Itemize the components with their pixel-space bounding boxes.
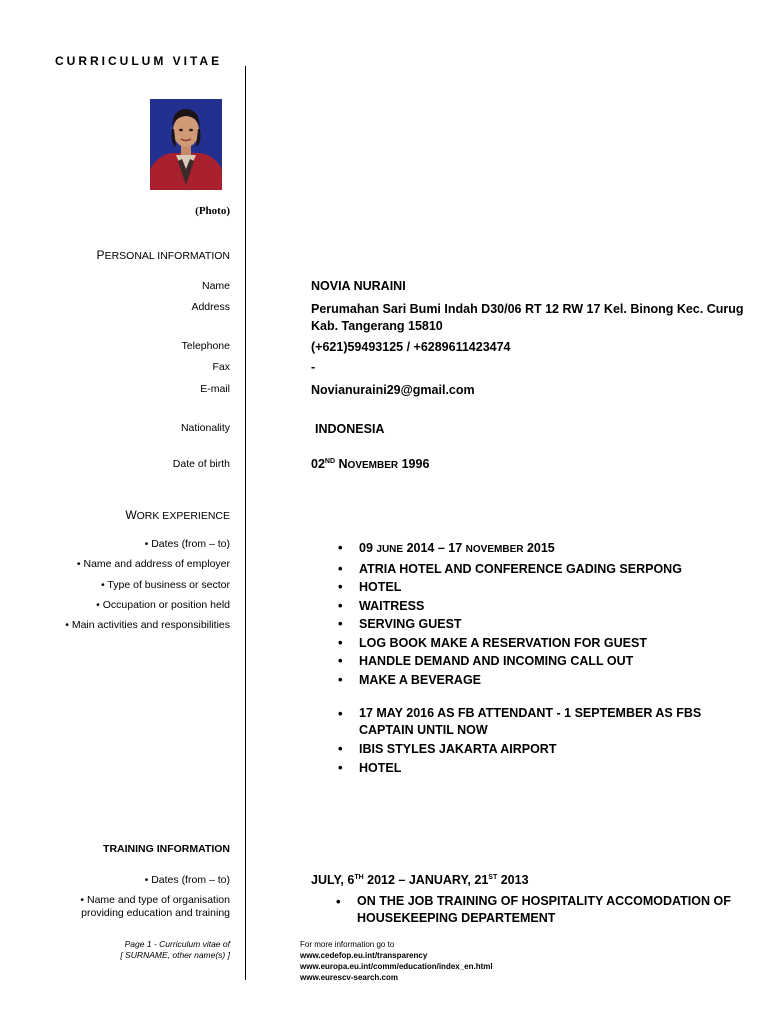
work-dates-label: • Dates (from – to)	[144, 538, 230, 550]
training-organisation-label: • Name and type of organisation providing education and training	[80, 894, 230, 919]
work-activities-label: • Main activities and responsibilities	[65, 619, 230, 631]
dob-day: 02	[311, 457, 325, 471]
job2-employer: • IBIS STYLES JAKARTA AIRPORT	[338, 740, 748, 759]
footer-more-info: For more information go to	[300, 940, 395, 949]
telephone-label: Telephone	[181, 340, 230, 352]
footer-page-line1: Page 1 - Curriculum vitae of	[124, 939, 230, 949]
profile-photo	[150, 99, 222, 190]
training-dates-value: JULY, 6TH 2012 – JANUARY, 21ST 2013	[311, 873, 529, 887]
footer-link-eurescv[interactable]: www.eurescv-search.com	[300, 973, 398, 982]
footer-page-line2: [ SURNAME, other name(s) ]	[120, 950, 230, 960]
photo-caption: (Photo)	[195, 205, 230, 217]
telephone-value: (+621)59493125 / +6289611423474	[311, 340, 511, 354]
job2-business: • HOTEL	[338, 759, 748, 778]
profile-photo-image	[150, 99, 222, 190]
work-business-label: • Type of business or sector	[101, 579, 230, 591]
footer-links	[300, 939, 493, 983]
fax-label: Fax	[212, 361, 230, 373]
fax-value: -	[311, 360, 316, 374]
nationality-label: Nationality	[180, 422, 230, 434]
job1-activity: • HANDLE DEMAND AND INCOMING CALL OUT	[338, 652, 748, 671]
job1-activity: • MAKE A BEVERAGE	[338, 671, 748, 690]
training-dates-label: • Dates (from – to)	[144, 874, 230, 886]
footer-page-info	[120, 939, 230, 961]
job1-business: • HOTEL	[338, 578, 748, 597]
dob-day-suffix: ND	[324, 458, 336, 465]
job1-activity: • LOG BOOK MAKE A RESERVATION FOR GUEST	[338, 634, 748, 653]
dob-month-rest: OVEMBER	[347, 460, 399, 471]
personal-info-heading	[97, 248, 230, 262]
job1-dates: • 09 JUNE 2014 – 17 NOVEMBER 2015	[338, 539, 748, 560]
dob-year: 1996	[401, 457, 430, 471]
email-value: Novianuraini29@gmail.com	[311, 383, 475, 397]
address-value: Perumahan Sari Bumi Indah D30/06 RT 12 RW 17 Kel. Binong Kec. Curug Kab. Tangerang 15810	[311, 302, 744, 333]
job1-list	[338, 539, 748, 689]
dob-month-initial: N	[338, 457, 348, 471]
job1-employer: • ATRIA HOTEL AND CONFERENCE GADING SERPONG	[338, 560, 748, 579]
personal-heading-rest: ERSONAL INFORMATION	[104, 250, 230, 262]
name-label: Name	[201, 280, 230, 292]
job2-dates: • 17 MAY 2016 AS FB ATTENDANT - 1 SEPTEMBER AS FBS CAPTAIN UNTIL NOW	[338, 705, 748, 739]
work-employer-label: • Name and address of employer	[76, 558, 230, 570]
work-heading-rest: ORK EXPERIENCE	[136, 510, 230, 522]
training-course: • ON THE JOB TRAINING OF HOSPITALITY ACCOMODATION OF HOUSEKEEPING DEPARTEMENT	[336, 893, 751, 927]
dob-value	[311, 457, 429, 471]
nationality-value: INDONESIA	[315, 422, 385, 436]
job1-occupation: • WAITRESS	[338, 597, 748, 616]
training-list	[336, 893, 751, 928]
name-value: NOVIA NURAINI	[311, 279, 406, 293]
footer-link-cedefop[interactable]: www.cedefop.eu.int/transparency	[300, 951, 428, 960]
work-experience-heading	[125, 508, 230, 522]
column-divider	[245, 66, 246, 980]
cv-title: CURRICULUM VITAE	[55, 54, 223, 68]
dob-label: Date of birth	[172, 458, 230, 470]
personal-heading-initial: P	[96, 248, 105, 262]
training-info-heading: TRAINING INFORMATION	[103, 843, 230, 855]
work-occupation-label: • Occupation or position held	[96, 599, 230, 611]
job2-list	[338, 705, 748, 777]
footer-link-europa[interactable]: www.europa.eu.int/comm/education/index_en.html	[300, 962, 493, 971]
job1-activity: • SERVING GUEST	[338, 615, 748, 634]
email-label: E-mail	[200, 383, 230, 395]
work-heading-initial: W	[125, 508, 137, 522]
address-label: Address	[191, 301, 230, 313]
